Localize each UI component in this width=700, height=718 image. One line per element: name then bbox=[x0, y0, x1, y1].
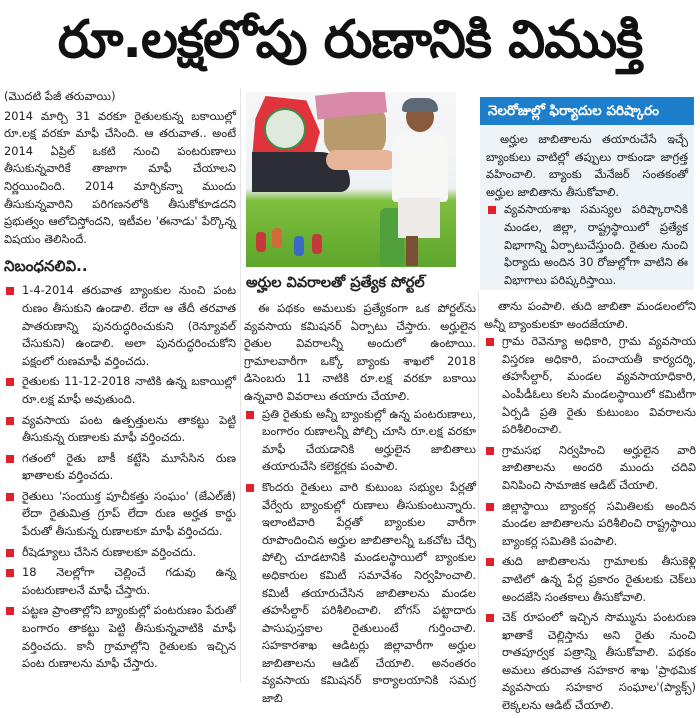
article-photo bbox=[246, 92, 456, 267]
article-column-3 bbox=[484, 298, 696, 718]
list-item: గ్రామసభ నిర్వహించి అర్హులైన వారి జాబితాలను అందరి ముందు చదివి వినిపించి సామాజిక ఆడిట్ చేయాలి. bbox=[484, 442, 696, 495]
box-list bbox=[486, 201, 688, 289]
list-item: 18 నెలల్లోగా చెల్లించే గడువు ఉన్న పంటరుణాలనే మాఫీ చేస్తారు. bbox=[4, 564, 236, 599]
column-divider bbox=[240, 88, 241, 683]
photo-caption-heading: అర్హుల వివరాలతో ప్రత్యేక పోర్టల్ bbox=[246, 275, 425, 291]
open-palm-graphic bbox=[326, 150, 396, 170]
farmer-leg bbox=[406, 236, 418, 266]
list-item: రైతులు 'సంయుక్త పూచీకత్తు సంఘం' (జేఎల్‌జీ) లేదా రైతుమిత్ర గ్రూప్ లేదా రుణ అర్హత కార్డు పేరుతో తీసుకున్న రుణాలకూ మాఫీ వర్తించదు. bbox=[4, 488, 236, 541]
headline: రూ.లక్షలోపు రుణానికి విముక్తి bbox=[57, 10, 643, 70]
intro-paragraph: 2014 మార్చి 31 వరకూ రైతులకున్న బకాయిల్లో రూ.లక్ష వరకూ మాఫీ చేసింది. ఆ తరువాత.. అంటే 2014 ఏప్రిల్ ఒకటి నుంచి పంటరుణాలు తీసుకున్నవారికే తాజాగా మాఫీ చేయాలని నిర్ణయించింది. 2014 మార్చికన్నా ముందు తీసుకున్నవారిని పరిగణనలోకి తీసుకోకూడదని ప్రభుత్వం ఆలోచిస్తోందని, ఇటీవల 'ఈనాడు' పేర్కొన్న విషయం తెలిసిందే. bbox=[4, 108, 236, 246]
field-worker-figure bbox=[272, 228, 282, 248]
farmer-turban bbox=[402, 98, 438, 112]
list-item: చెక్ రూపంలో ఇచ్చిన సొమ్మును పంటరుణ ఖాతాకే చెల్లిస్తాను అని రైతు నుంచి రాతపూర్వక పత్రాన్ని తీసుకోవాలి. పథకం అమలు తరువాత సహకార శాఖ 'ప్రాథమిక వ్యవసాయ సహకార సంఘాల'(ప్యాక్స్) లెక్కలను ఆడిట్ చేయాలి. bbox=[484, 609, 696, 715]
continuation-paragraph: తాను పంపాలి. తుది జాబితా మండలంలోని అన్నీ బ్యాంకులకూ అందజేయాలి. bbox=[484, 299, 696, 331]
continued-note: (మొదటి పేజీ తరువాయి) bbox=[4, 89, 116, 103]
article-column-1 bbox=[4, 88, 236, 676]
box-title: నెలరోజుల్లో ఫిర్యాదుల పరిష్కారం bbox=[480, 97, 694, 125]
list-item: రీషెడ్యూలు చేసిన రుణాలకూ వర్తించదు. bbox=[4, 544, 236, 562]
farmer-shirt bbox=[392, 132, 448, 202]
conditions-list bbox=[4, 282, 236, 672]
complaints-info-box bbox=[480, 97, 694, 290]
field-worker-figure bbox=[312, 234, 322, 254]
box-body bbox=[480, 125, 694, 289]
column-divider bbox=[478, 292, 479, 684]
list-item: గ్రామ రెవెన్యూ అధికారి, గ్రామ వ్యవసాయ విస్తరణ అధికారి, పంచాయతీ కార్యదర్శి, తహసీల్దార్, మండల వ్యవసాయాధికారి, ఎంపీడీఓలు కలసి మండలస్థాయిలో కమిటీగా ఏర్పడి ప్రతి రైతు కుటుంబం వివరాలను పరిశీలించాలి. bbox=[484, 333, 696, 439]
list-item: రైతులకు 11-12-2018 నాటికి ఉన్న బకాయిల్లో రూ.లక్ష మాఫీ అవుతుంది. bbox=[4, 373, 236, 408]
farmer-dhoti bbox=[398, 198, 440, 238]
portal-paragraph: ఈ పథకం అమలుకు ప్రత్యేకంగా ఒక పోర్టల్‌ను వ్యవసాయ కమిషనర్ ఏర్పాటు చేస్తారు. అర్హులైన రైతుల వివరాలన్నీ అందులో ఉంటాయి. గ్రామాలవారీగా ఒక్కో బ్యాంకు శాఖలో 2018 డిసెంబరు 11 నాటికి రూ.లక్ష వరకూ బకాయి ఉన్నవారి వివరాలు తయారు చేయాలి. bbox=[244, 301, 476, 403]
list-item: వ్యవసాయశాఖ సమస్యల పరిష్కారానికి మండల, జిల్లా, రాష్ట్రస్థాయిలో ప్రత్యేక విభాగాన్ని ఏర్పాటుచేస్తుంది. రైతుల నుంచి ఫిర్యాదు అందిన 30 రోజుల్లోగా వాటిని ఈ విభాగాలు పరిష్కరిస్తాయి. bbox=[486, 201, 688, 289]
list-item: జిల్లాస్థాయి బ్యాంకర్ల సమితిలకు అందిన మండల జాబితాలను పరిశీలించి రాష్ట్రస్థాయి బ్యాంకర్ల సమితికి పంపాలి. bbox=[484, 498, 696, 551]
field-worker-figure bbox=[256, 232, 266, 252]
subheading-conditions: నిబంధనలివి.. bbox=[4, 257, 88, 276]
list-item: గతంలో రైతు బాకీ కట్టేసి మూసేసిన రుణ ఖాతాలకు వర్తించదు. bbox=[4, 450, 236, 485]
box-paragraph: అర్హుల జాబితాలను తయారుచేసే ఇచ్చే బ్యాంకులు వాటిల్లో తప్పులు రాకుండా జాగ్రత్త వహించాలి. బ్యాంకు మేనేజర్ సంతకంతో అర్హుల జాబితాను తీసుకోవాలి. bbox=[486, 132, 688, 199]
list-item: వ్యవసాయ పంట ఉత్పత్తులను తాకట్టు పెట్టి తీసుకున్న రుణాలకు మాఫీ వర్తించదు. bbox=[4, 412, 236, 447]
portal-list bbox=[244, 406, 476, 708]
list-item: తుది జాబితాలను గ్రామాలకు తీసుకెళ్లి వాటిలో ఉన్న పేర్ల ప్రకారం రైతులకు చెక్‌లు అందజేసి సంతకాలు తీసుకోవాలి. bbox=[484, 553, 696, 606]
list-item: ప్రతి రైతుకు అన్నీ బ్యాంకుల్లో ఉన్న పంటరుణాలు, బంగారం రుణాలన్నీ పోల్చి చూసి రూ.లక్ష వరకూ మాఫీ చేయడానికి అర్హులైన జాబితాలు తయారుచేసి కలెక్టర్లకు పంపాలి. bbox=[244, 406, 476, 476]
field-worker-figure bbox=[294, 236, 304, 256]
procedure-list bbox=[484, 333, 696, 714]
farmer-figure bbox=[388, 98, 452, 266]
list-item: కొందరు రైతులు వారి కుటుంబ సభ్యుల పేర్లతో వేర్వేరు బ్యాంకుల్లో రుణాలు తీసుకుంటున్నారు. ఇలాంటివారి పేర్లతో బ్యాంకుల వారీగా రూపొందించిన అర్హుల జాబితాలన్నీ ఒకచోట చేర్చి పోల్చి చూడటానికి మండలస్థాయిలో బ్యాంకుల అధికారుల కమిటీ సమావేశం నిర్వహించాలి. కమిటీ తయారుచేసిన జాబితాలను మండల తహసీల్దార్ పరిశీలించాలి. బోగస్ పట్టాదారు పాసుపుస్తకాల రైతులుంటే గుర్తించాలి. సహకారశాఖ ఆడిటర్లు జిల్లావారీగా అర్హుల జాబితాలను ఆడిట్ చేయాలి. అనంతరం వ్యవసాయ కమిషనర్ కార్యాలయానికి సమగ్ర జాబి bbox=[244, 479, 476, 708]
state-emblem-icon bbox=[264, 108, 306, 150]
list-item: పట్టణ ప్రాంతాల్లోని బ్యాంకుల్లో పంటరుణం పేరుతో బంగారం తాకట్టు పెట్టి తీసుకున్నవాటికి మాఫీ వర్తించదు. కానీ గ్రామాల్లోని రైతులకు ఇచ్చిన పంట రుణాలను మాఫీ చేస్తారు. bbox=[4, 602, 236, 672]
list-item: 1-4-2014 తరువాత బ్యాంకుల నుంచి పంట రుణం తీసుకుని ఉండాలి. లేదా ఆ తేదీ తరవాత పాతరుణాన్ని పునరుద్ధరించుకుని (రెన్యూవల్ చేసుకుని) ఉండాలి. అలా పునరుద్ధరించుకోని పక్షంలో రుణమాఫీ వర్తించదు. bbox=[4, 282, 236, 370]
article-column-2 bbox=[244, 300, 476, 711]
